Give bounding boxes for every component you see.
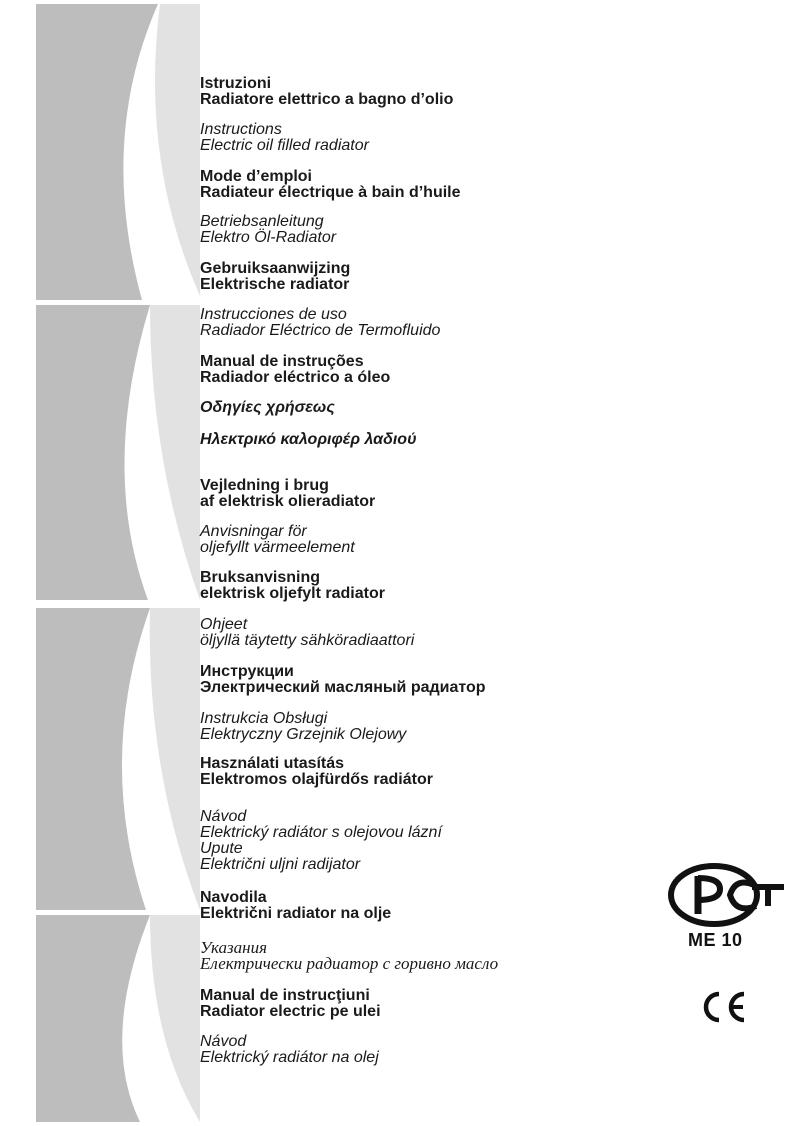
language-block-16 xyxy=(200,756,433,788)
language-block-line: Instructions xyxy=(200,121,282,138)
language-block-line: Radiador Eléctrico de Termofluido xyxy=(200,322,441,339)
language-block-2 xyxy=(200,122,369,154)
language-block-line: Electric oil filled radiator xyxy=(200,137,369,154)
language-block-21 xyxy=(200,1034,379,1066)
language-block-line: Radiator electric pe ulei xyxy=(200,1003,381,1020)
swoosh-band-3 xyxy=(36,608,150,910)
language-block-9 xyxy=(200,432,417,448)
language-block-line: öljyllä täytetty sähköradiaattori xyxy=(200,632,415,649)
ce-conformity-mark xyxy=(698,990,748,1024)
language-block-line: Istruzioni xyxy=(200,75,272,92)
language-block-line: Anvisningar för xyxy=(200,523,307,540)
language-block-line: Upute xyxy=(200,840,243,857)
language-block-line: Betriebsanleitung xyxy=(200,213,324,230)
language-block-19 xyxy=(200,940,498,972)
language-block-line: Инструкции xyxy=(200,663,294,680)
language-block-7 xyxy=(200,354,390,386)
language-block-15 xyxy=(200,711,406,743)
language-block-17 xyxy=(200,809,442,873)
swoosh-band-1-light xyxy=(155,4,200,296)
language-block-line: Elektrický radiátor s olejovou lázní xyxy=(200,824,442,841)
swoosh-band-4-light xyxy=(150,915,200,1122)
language-block-line: Instrukcia Obsługi xyxy=(200,710,328,727)
language-block-5 xyxy=(200,261,350,293)
language-block-line: Elektro Öl-Radiator xyxy=(200,229,337,246)
language-block-line: Használati utasítás xyxy=(200,755,345,772)
language-block-18 xyxy=(200,890,391,922)
language-block-line: Navodila xyxy=(200,889,267,906)
language-block-line: Elektryczny Grzejnik Olejowy xyxy=(200,726,407,743)
language-block-line: oljefyllt värmeelement xyxy=(200,539,355,556)
swoosh-band-2-light xyxy=(150,305,200,600)
language-block-20 xyxy=(200,988,381,1020)
language-block-13 xyxy=(200,617,414,649)
language-block-line: af elektrisk olieradiator xyxy=(200,493,376,510)
swoosh-band-3-light xyxy=(150,608,200,910)
language-block-1 xyxy=(200,76,453,108)
language-block-line: Vejledning i brug xyxy=(200,477,329,494)
pct-certification-code: ME 10 xyxy=(688,930,743,950)
language-block-line: Elektromos olajfürdős radiátor xyxy=(200,771,433,788)
language-block-line: Указания xyxy=(200,938,268,957)
language-block-12 xyxy=(200,570,385,602)
language-block-line: Elektrický radiátor na olej xyxy=(200,1049,379,1066)
language-block-line: Instrucciones de uso xyxy=(200,306,347,323)
language-block-line: Električni uljni radijator xyxy=(200,856,361,873)
decorative-swoosh-background xyxy=(0,0,200,1126)
language-block-line: Manual de instrucţiuni xyxy=(200,987,370,1004)
language-block-line: Οδηγίες χρήσεως xyxy=(200,399,335,416)
language-block-8 xyxy=(200,400,335,416)
language-block-line: Bruksanvisning xyxy=(200,569,321,586)
language-block-line: Електрически радиатор с горивно масло xyxy=(200,954,499,973)
language-block-line: Mode d’emploi xyxy=(200,168,312,185)
language-block-line: Elektrische radiator xyxy=(200,276,350,293)
language-block-line: Manual de instruções xyxy=(200,353,364,370)
language-block-3 xyxy=(200,169,461,201)
language-block-line: elektrisk oljefylt radiator xyxy=(200,585,385,602)
language-block-6 xyxy=(200,307,440,339)
language-block-11 xyxy=(200,524,355,556)
pct-certification-logo xyxy=(668,862,788,928)
language-block-line: Električni radiator na olje xyxy=(200,905,392,922)
language-block-10 xyxy=(200,478,375,510)
language-block-line: Ηλεκτρικό καλοριφέρ λαδιού xyxy=(200,431,417,448)
swoosh-band-4 xyxy=(36,915,150,1122)
language-block-line: Ohjeet xyxy=(200,616,248,633)
language-block-line: Návod xyxy=(200,1033,247,1050)
language-block-14 xyxy=(200,664,486,696)
swoosh-band-1 xyxy=(36,4,158,300)
language-block-line: Gebruiksaanwijzing xyxy=(200,260,351,277)
swoosh-band-2 xyxy=(36,305,150,600)
language-block-line: Электрический масляный радиатор xyxy=(200,679,486,696)
language-block-line: Návod xyxy=(200,808,247,825)
language-block-4 xyxy=(200,214,336,246)
language-block-line: Radiateur électrique à bain d’huile xyxy=(200,184,461,201)
language-block-line: Radiatore elettrico a bagno d’olio xyxy=(200,91,454,108)
language-block-line: Radiador eléctrico a óleo xyxy=(200,369,391,386)
